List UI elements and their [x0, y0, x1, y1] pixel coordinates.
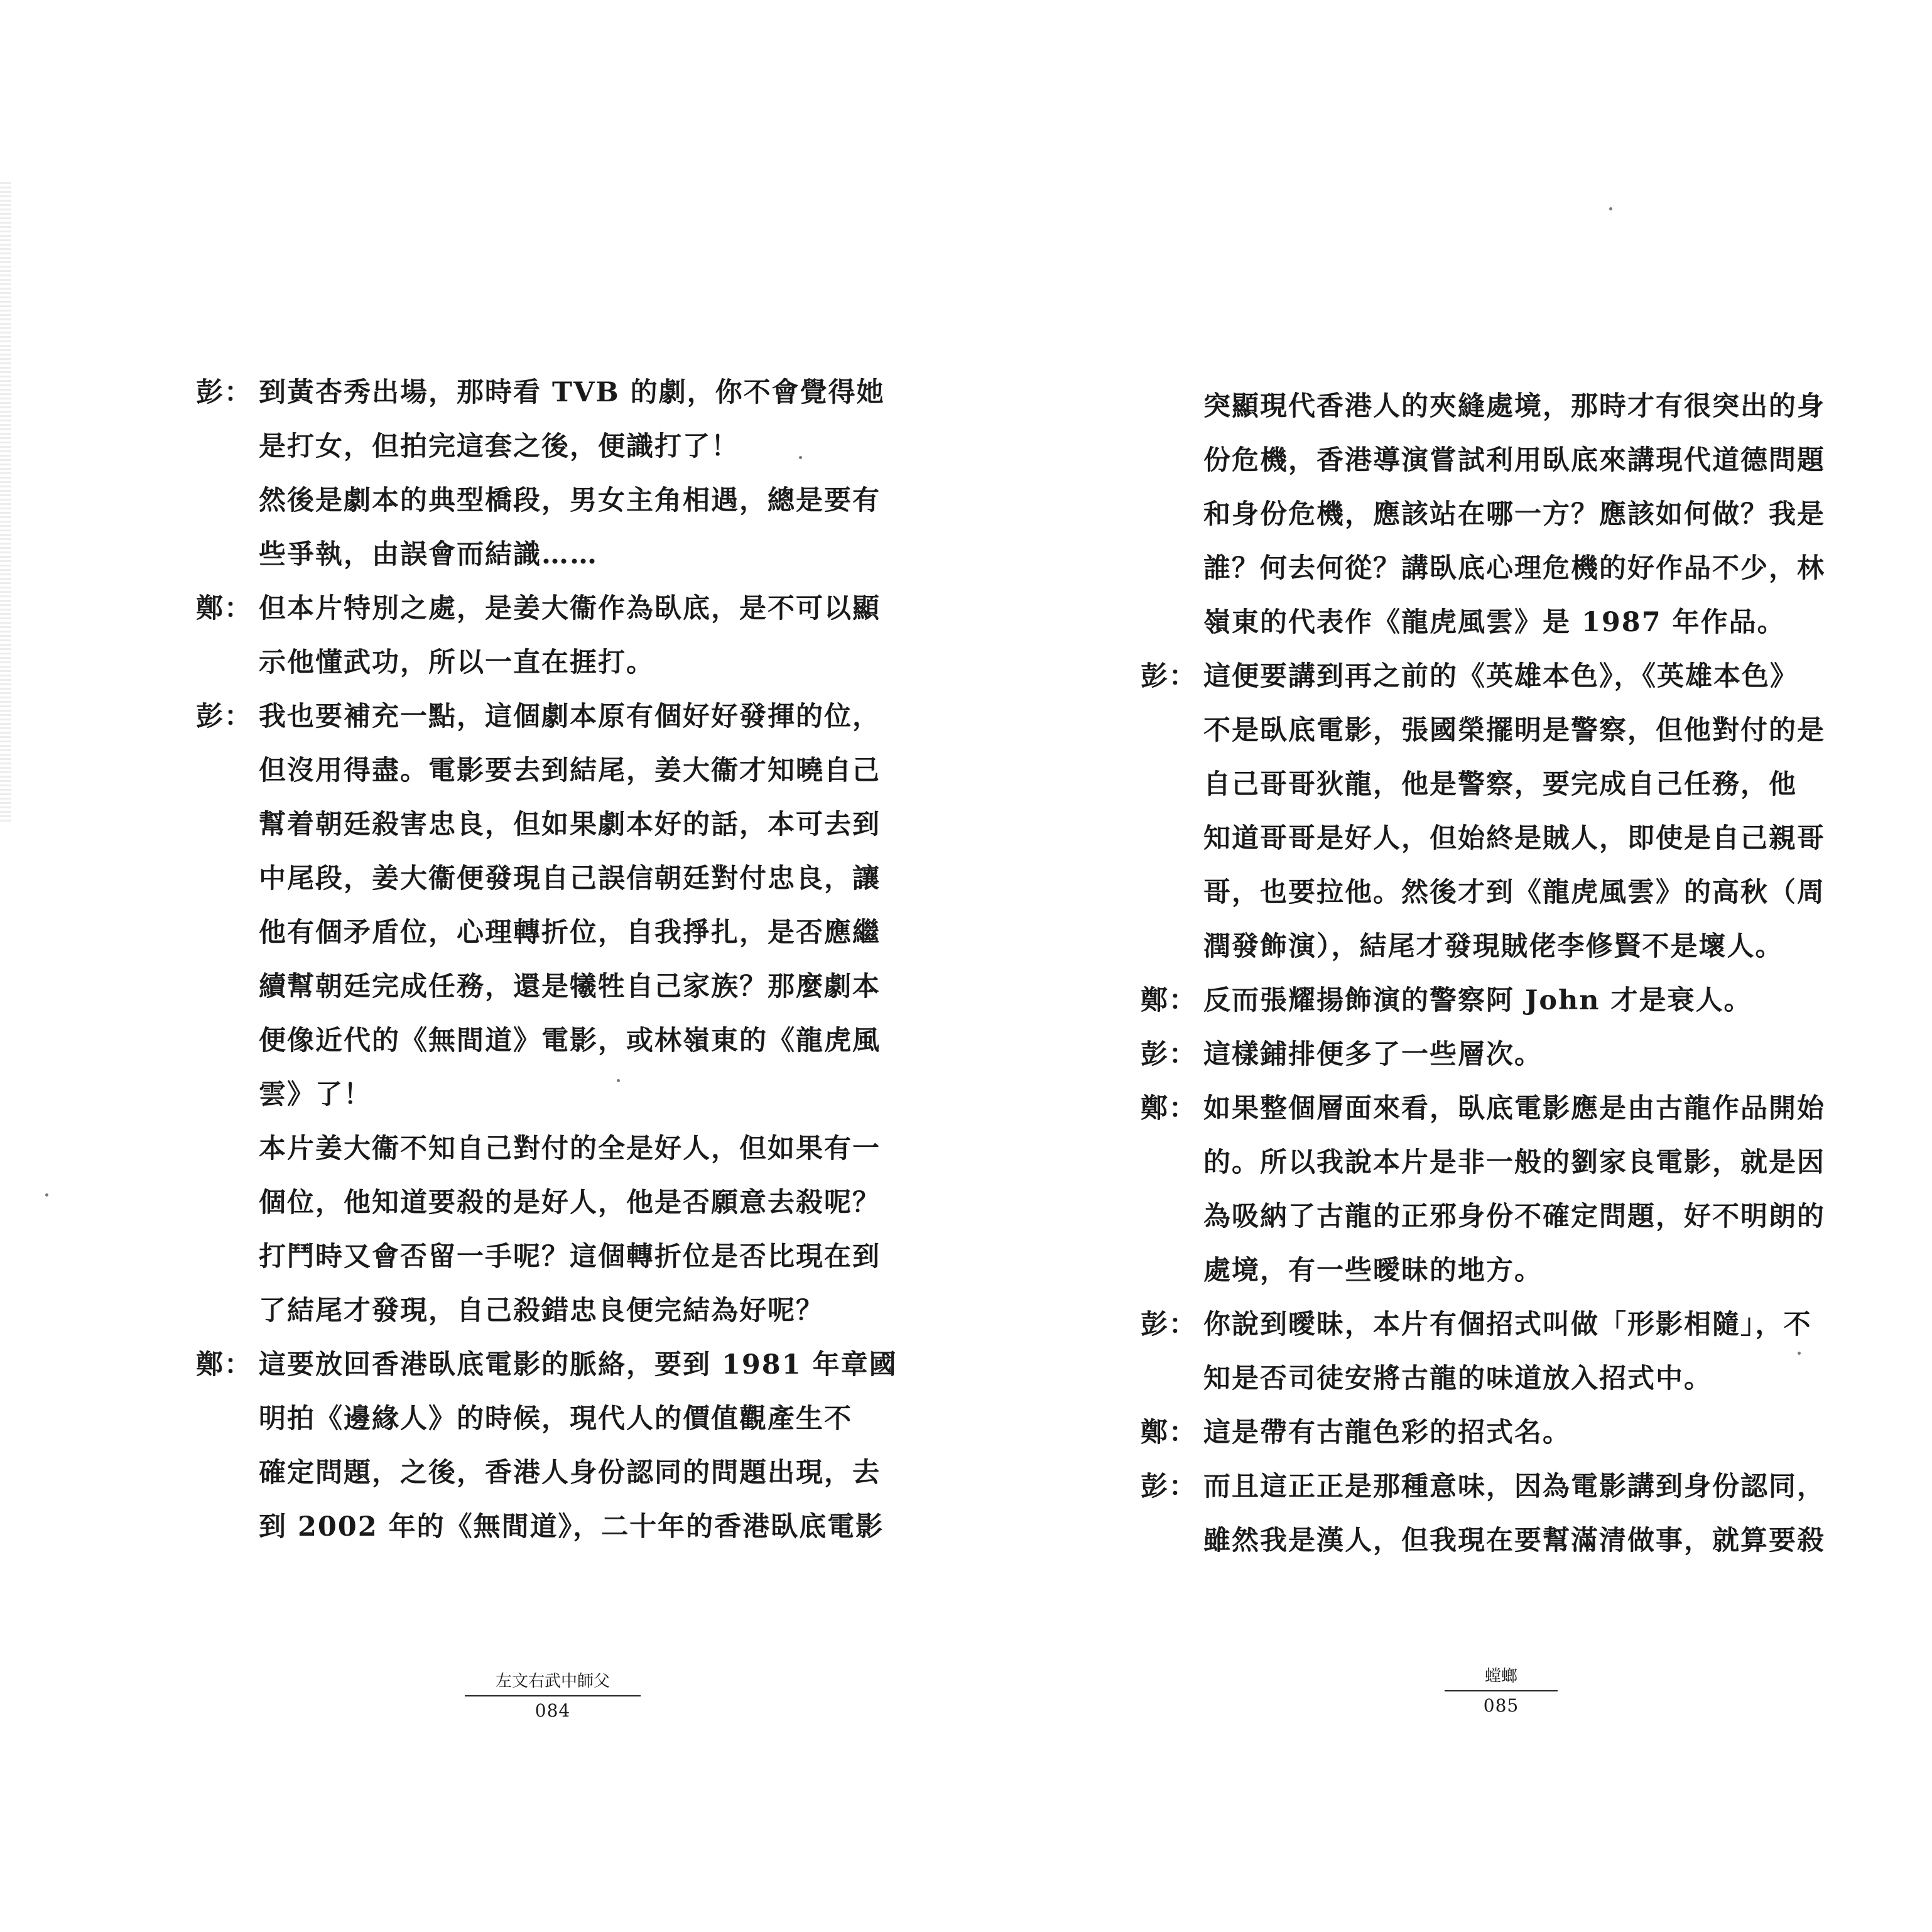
dialogue-paragraph: [1141, 1028, 1894, 1082]
text-line: [1141, 649, 1894, 703]
line-text: 潤發飾演），結尾才發現賊佬李修賢不是壞人。: [1203, 931, 1784, 962]
speaker-label: 彭：: [196, 701, 252, 732]
text-line: [196, 1230, 950, 1284]
speaker-label: 彭：: [1141, 1471, 1197, 1502]
line-text: 幫着朝廷殺害忠良，但如果劇本好的話，本可去到: [259, 809, 881, 840]
line-text: 反而張耀揚飾演的警察阿 John 才是衰人。: [1203, 985, 1752, 1016]
text-line: [196, 906, 950, 960]
line-text: 本片姜大衞不知自己對付的全是好人，但如果有一: [259, 1133, 881, 1164]
line-text: 而且這正正是那種意味，因為電影講到身份認同，: [1203, 1471, 1825, 1502]
line-text: 到黃杏秀出場，那時看 TVB 的劇，你不會覺得她: [259, 377, 885, 408]
text-line: [1141, 1352, 1894, 1406]
text-line: [1141, 703, 1894, 757]
text-line: [196, 528, 950, 582]
dialogue-paragraph: [196, 1122, 950, 1338]
line-text: 份危機，香港導演嘗試利用臥底來講現代道德問題: [1203, 445, 1825, 476]
text-line: [196, 1284, 950, 1338]
text-line: [196, 1500, 950, 1554]
text-line: [196, 366, 950, 420]
text-line: [1141, 866, 1894, 920]
text-line: [1141, 1190, 1894, 1244]
right-page-number: 085: [1483, 1695, 1519, 1716]
line-text: 的。所以我說本片是非一般的劉家良電影，就是因: [1203, 1147, 1825, 1178]
text-line: [1141, 1244, 1894, 1298]
right-running-title: 螳螂: [1445, 1663, 1558, 1691]
line-text: 但沒用得盡。電影要去到結尾，姜大衞才知曉自己: [259, 755, 881, 786]
text-line: [196, 636, 950, 690]
dialogue-paragraph: [1141, 1082, 1894, 1298]
dialogue-paragraph: [196, 582, 950, 690]
text-line: [196, 420, 950, 474]
dialogue-paragraph: [1141, 379, 1894, 649]
scan-edge-shadow: [0, 182, 11, 823]
line-text: 誰？何去何從？講臥底心理危機的好作品不少，林: [1203, 553, 1825, 584]
text-line: [196, 798, 950, 852]
scan-speck: [799, 456, 802, 459]
speaker-label: 鄭：: [196, 593, 252, 624]
text-line: [196, 582, 950, 636]
line-text: 這樣鋪排便多了一些層次。: [1203, 1039, 1543, 1070]
dialogue-paragraph: [1141, 974, 1894, 1028]
text-line: [1141, 974, 1894, 1028]
text-line: [196, 852, 950, 906]
line-text: 些爭執，由誤會而結識……: [259, 539, 598, 570]
line-text: 但本片特別之處，是姜大衞作為臥底，是不可以顯: [259, 593, 881, 624]
line-text: 和身份危機，應該站在哪一方？應該如何做？我是: [1203, 499, 1825, 530]
text-line: [1141, 1460, 1894, 1514]
text-line: [1141, 1028, 1894, 1082]
dialogue-paragraph: [196, 474, 950, 582]
dialogue-paragraph: [1141, 1406, 1894, 1460]
dialogue-paragraph: [1141, 649, 1894, 974]
line-text: 嶺東的代表作《龍虎風雲》是 1987 年作品。: [1203, 607, 1786, 638]
scan-speck: [45, 1193, 48, 1197]
text-line: [196, 1068, 950, 1122]
line-text: 他有個矛盾位，心理轉折位，自我掙扎，是否應繼: [259, 917, 881, 948]
dialogue-paragraph: [1141, 1298, 1894, 1406]
scan-speck: [617, 1079, 620, 1082]
left-page-footer: [465, 1668, 641, 1721]
line-text: 突顯現代香港人的夾縫處境，那時才有很突出的身: [1203, 391, 1825, 422]
line-text: 這便要講到再之前的《英雄本色》，《英雄本色》: [1203, 661, 1798, 692]
text-line: [1141, 811, 1894, 866]
line-text: 雖然我是漢人，但我現在要幫滿清做事，就算要殺: [1203, 1525, 1825, 1556]
dialogue-paragraph: [196, 690, 950, 1122]
text-line: [196, 960, 950, 1014]
line-text: 不是臥底電影，張國榮擺明是警察，但他對付的是: [1203, 715, 1825, 746]
left-page-number: 084: [535, 1700, 571, 1721]
line-text: 便像近代的《無間道》電影，或林嶺東的《龍虎風: [259, 1025, 881, 1056]
speaker-label: 鄭：: [1141, 1417, 1197, 1448]
text-line: [196, 1446, 950, 1500]
line-text: 中尾段，姜大衞便發現自己誤信朝廷對付忠良，讓: [259, 863, 881, 894]
text-line: [1141, 1136, 1894, 1190]
text-line: [1141, 1298, 1894, 1352]
text-line: [1141, 1514, 1894, 1568]
line-text: 哥，也要拉他。然後才到《龍虎風雲》的高秋（周: [1203, 877, 1825, 908]
line-text: 處境，有一些曖昧的地方。: [1203, 1255, 1543, 1286]
line-text: 為吸納了古龍的正邪身份不確定問題，好不明朗的: [1203, 1201, 1825, 1232]
speaker-label: 彭：: [1141, 1309, 1197, 1340]
text-line: [1141, 541, 1894, 595]
scan-speck: [1798, 1352, 1801, 1355]
line-text: 如果整個層面來看，臥底電影應是由古龍作品開始: [1203, 1093, 1825, 1124]
text-line: [196, 1392, 950, 1446]
line-text: 這要放回香港臥底電影的脈絡，要到 1981 年章國: [259, 1349, 898, 1381]
text-line: [1141, 757, 1894, 811]
line-text: 到 2002 年的《無間道》，二十年的香港臥底電影: [259, 1511, 884, 1543]
text-line: [1141, 1082, 1894, 1136]
line-text: 知是否司徒安將古龍的味道放入招式中。: [1203, 1363, 1712, 1394]
line-text: 你說到曖昧，本片有個招式叫做「形影相隨」，不: [1203, 1309, 1812, 1340]
dialogue-paragraph: [196, 366, 950, 474]
text-line: [196, 1014, 950, 1068]
speaker-label: 彭：: [1141, 1039, 1197, 1070]
line-text: 然後是劇本的典型橋段，男女主角相遇，總是要有: [259, 485, 881, 516]
right-page-footer: [1445, 1663, 1558, 1716]
line-text: 續幫朝廷完成任務，還是犧牲自己家族？那麼劇本: [259, 971, 881, 1002]
dialogue-paragraph: [196, 1338, 950, 1554]
text-line: [1141, 487, 1894, 541]
text-line: [196, 1176, 950, 1230]
scan-speck: [1609, 207, 1612, 210]
line-text: 是打女，但拍完這套之後，便識打了！: [259, 431, 739, 462]
speaker-label: 鄭：: [1141, 1093, 1197, 1124]
line-text: 打鬥時又會否留一手呢？這個轉折位是否比現在到: [259, 1241, 881, 1273]
line-text: 自己哥哥狄龍，他是警察，要完成自己任務，他: [1203, 769, 1797, 800]
line-text: 個位，他知道要殺的是好人，他是否願意去殺呢？: [259, 1187, 881, 1218]
line-text: 示他懂武功，所以一直在捱打。: [259, 647, 654, 678]
right-page-text: [1141, 379, 1894, 1568]
left-running-title: 左文右武中師父: [465, 1668, 641, 1696]
speaker-label: 鄭：: [1141, 985, 1197, 1016]
text-line: [196, 690, 950, 744]
line-text: 知道哥哥是好人，但始終是賊人，即使是自己親哥: [1203, 823, 1825, 854]
speaker-label: 鄭：: [196, 1349, 252, 1381]
text-line: [1141, 1406, 1894, 1460]
text-line: [1141, 433, 1894, 487]
line-text: 了結尾才發現，自己殺錯忠良便完結為好呢？: [259, 1295, 824, 1327]
line-text: 我也要補充一點，這個劇本原有個好好發揮的位，: [259, 701, 881, 732]
text-line: [196, 474, 950, 528]
line-text: 雲》了！: [259, 1079, 372, 1110]
text-line: [196, 744, 950, 798]
text-line: [1141, 920, 1894, 974]
dialogue-paragraph: [1141, 1460, 1894, 1568]
line-text: 確定問題，之後，香港人身份認同的問題出現，去: [259, 1457, 881, 1489]
line-text: 這是帶有古龍色彩的招式名。: [1203, 1417, 1571, 1448]
text-line: [196, 1338, 950, 1392]
speaker-label: 彭：: [1141, 661, 1197, 692]
speaker-label: 彭：: [196, 377, 252, 408]
text-line: [1141, 595, 1894, 649]
text-line: [1141, 379, 1894, 433]
left-page-text: [196, 366, 950, 1554]
line-text: 明拍《邊緣人》的時候，現代人的價值觀產生不: [259, 1403, 852, 1435]
text-line: [196, 1122, 950, 1176]
